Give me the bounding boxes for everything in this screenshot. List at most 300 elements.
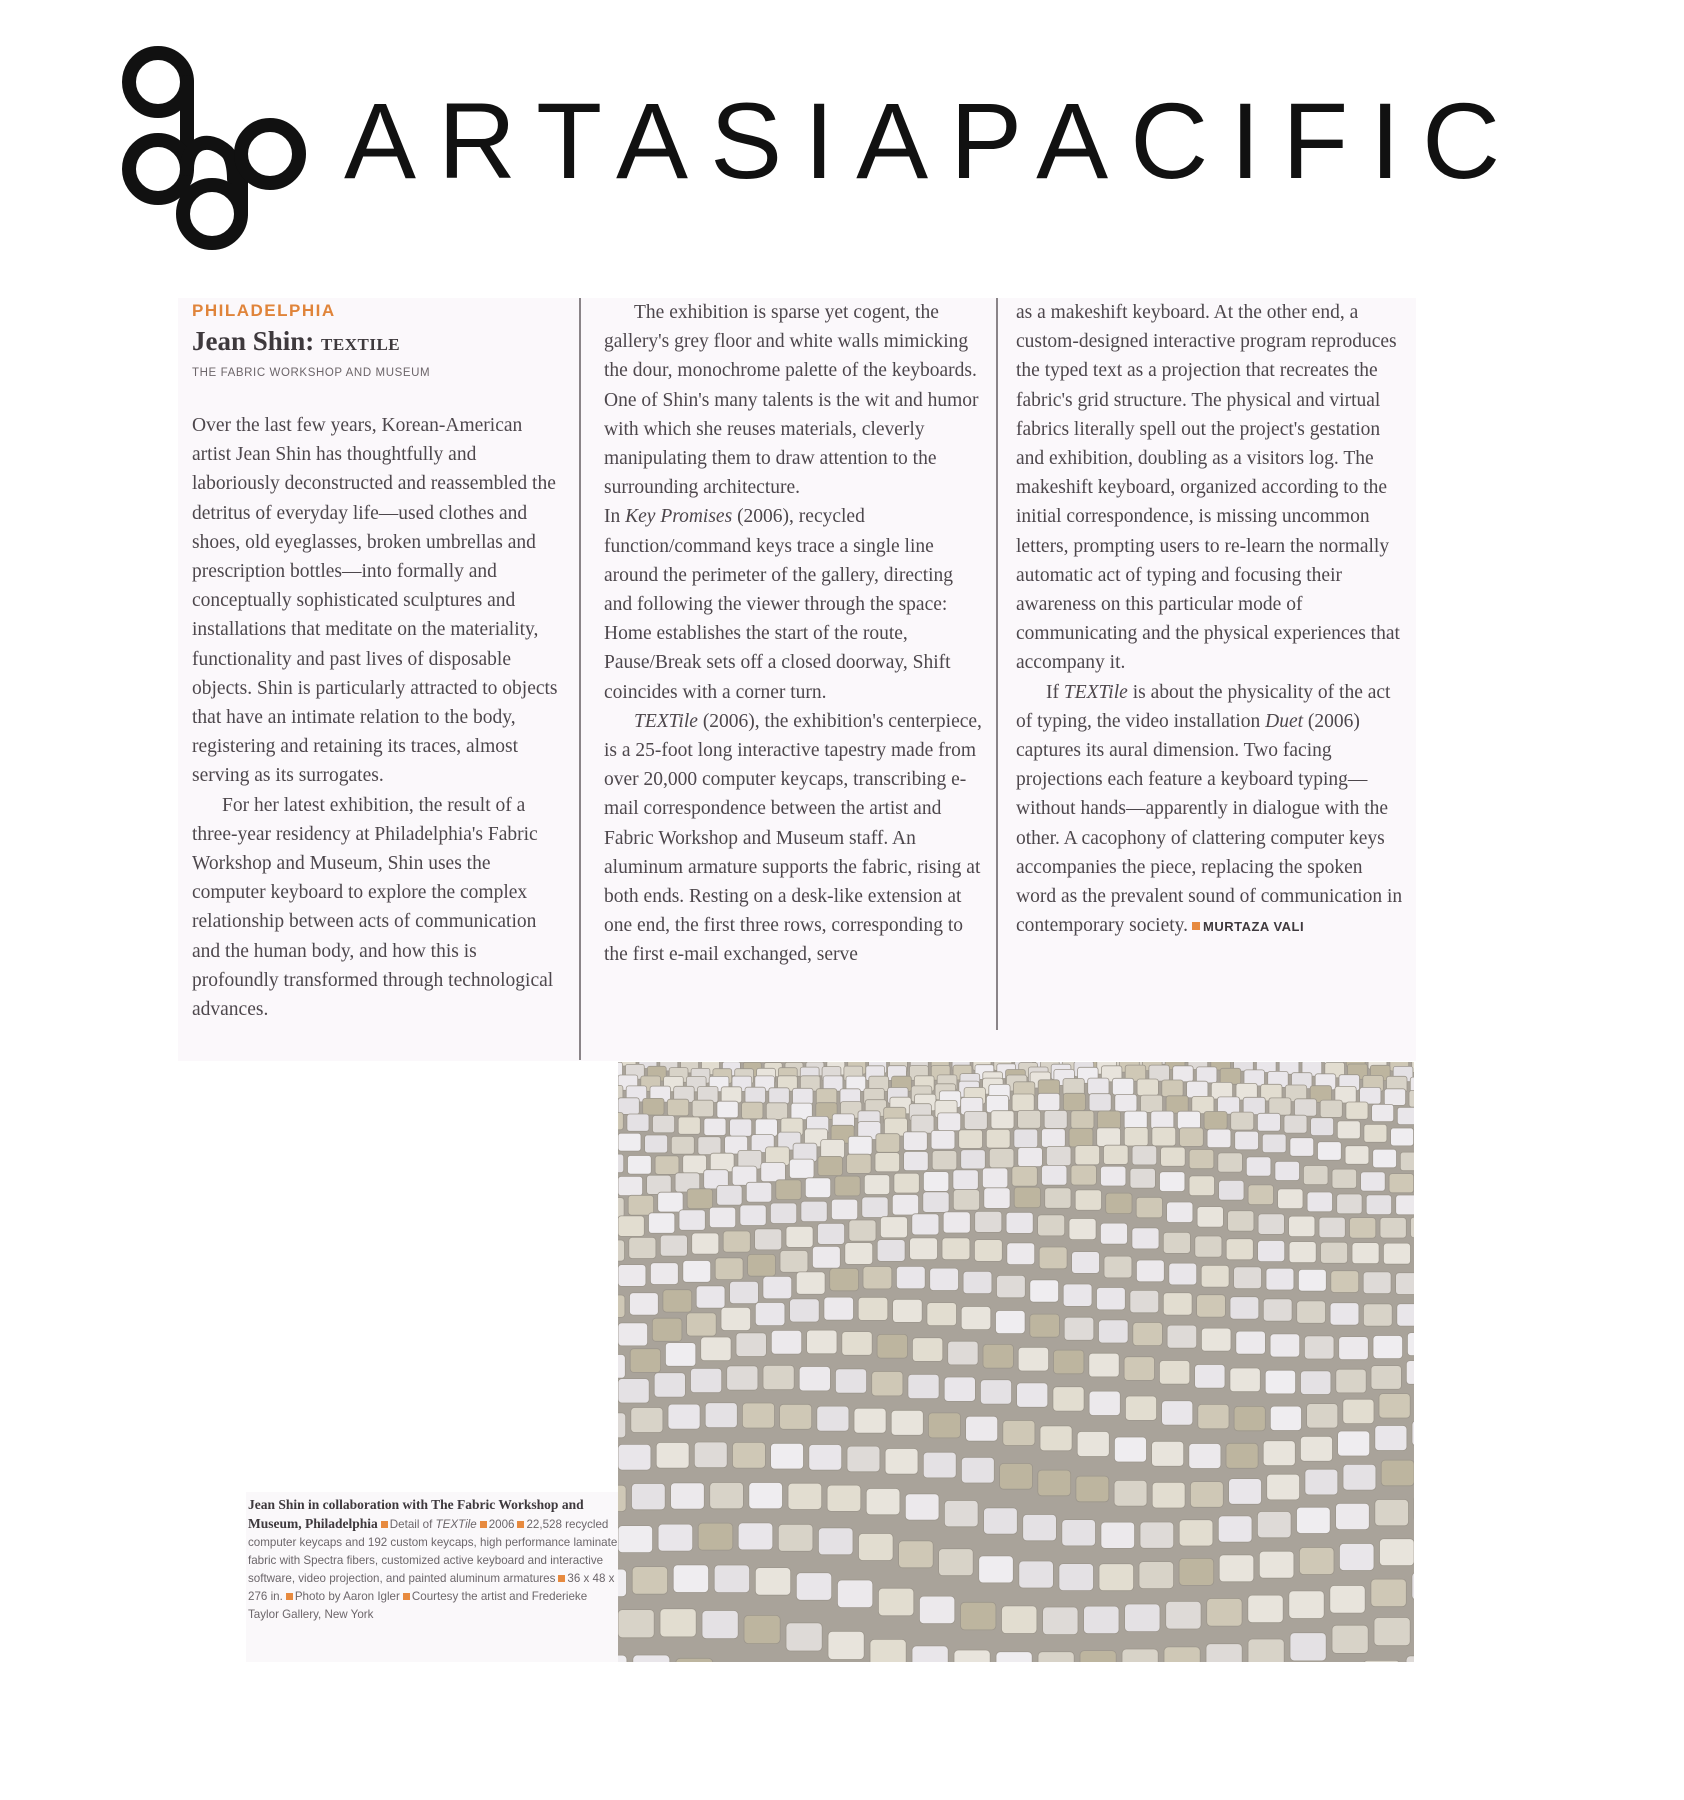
keycap	[733, 1442, 766, 1468]
aap-monogram-logo	[112, 44, 312, 254]
keycap	[932, 1151, 957, 1170]
body-text: is about the physicality of the act of typing, the video installation	[1016, 681, 1391, 732]
keycap	[1307, 1404, 1338, 1428]
keycap	[667, 1099, 688, 1116]
headline-work-title: TEXTILE	[321, 335, 401, 354]
keycap	[1363, 1272, 1391, 1294]
keycap	[837, 1580, 872, 1608]
keycap	[740, 1205, 766, 1226]
keycap	[1301, 1371, 1331, 1395]
keycap	[628, 1156, 652, 1175]
keycap	[618, 1098, 639, 1115]
keycap	[645, 1135, 668, 1153]
keycap	[1361, 1172, 1386, 1191]
keycap	[954, 1650, 990, 1662]
keycap	[848, 1136, 872, 1155]
keycap	[866, 1489, 900, 1515]
keycap	[778, 1524, 813, 1551]
keycap	[771, 1443, 804, 1469]
keycap	[980, 1380, 1011, 1404]
keycap	[818, 1156, 843, 1175]
keycap	[1115, 1094, 1137, 1111]
keycap	[817, 1406, 849, 1431]
keycap	[964, 1112, 987, 1130]
keycap	[1303, 1166, 1328, 1185]
keycap	[923, 1192, 949, 1213]
article-column-3	[1016, 298, 1406, 941]
keycap	[828, 1631, 864, 1659]
keycap	[845, 1243, 873, 1265]
keycap	[1018, 1110, 1041, 1128]
keycap	[1219, 1180, 1244, 1200]
caption-detail: Detail of	[389, 1518, 433, 1531]
body-paragraph: The exhibition is sparse yet cogent, the gallery's grey floor and white walls mimicking the dour, monochrome palette of the keyboards. One of Shin's many talents is the wit and humor with which she reuses materials, cleverly manipulating them to draw attention to the surrounding architecture.	[604, 302, 979, 499]
keycap	[1218, 1153, 1243, 1172]
keycap	[704, 1118, 726, 1135]
keycap	[771, 1330, 801, 1354]
keycap	[1195, 1236, 1222, 1257]
keycap	[1363, 1660, 1400, 1662]
keycap	[1012, 1094, 1034, 1111]
keycap	[1352, 1243, 1379, 1264]
keycap	[821, 1140, 845, 1159]
keycap	[766, 1103, 787, 1120]
keycap	[863, 1267, 892, 1289]
keycap	[1161, 1147, 1186, 1166]
keycap	[1040, 1426, 1072, 1451]
keycap	[1219, 1555, 1254, 1582]
keycap	[1307, 1192, 1332, 1212]
keycap	[991, 1111, 1014, 1129]
work-title: TEXTile	[1063, 681, 1128, 703]
keycap	[1257, 1113, 1280, 1131]
keycap	[959, 1130, 983, 1149]
body-paragraph: Over the last few years, Korean-American artist Jean Shin has thoughtfully and laboriously deconstructed and reassembled the detritus of everyday life—used clothes and shoes, old eyeglasses, broken umbrellas and prescription bottles—into formally and conceptually sophisticated sculptures and installations that meditate on the materiality, functionality and past lives of disposable objects. Shin is particularly attracted to objects that have an intimate relation to the body, registering and retaining its traces, almost serving as its surrogates.	[192, 415, 558, 787]
keycap	[1374, 1618, 1410, 1646]
keycap	[736, 1333, 766, 1357]
keycap	[1407, 1333, 1414, 1356]
keycap	[1152, 1127, 1176, 1146]
caption-year: 2006	[488, 1518, 515, 1531]
keycap	[1179, 1558, 1214, 1585]
keycap	[1266, 1268, 1294, 1290]
keycap	[1269, 1098, 1291, 1115]
keycap	[668, 1404, 700, 1429]
keycap	[847, 1154, 872, 1173]
keycap	[1130, 1290, 1159, 1312]
keycap	[893, 1299, 923, 1322]
keycap	[721, 1307, 751, 1330]
keycap	[1380, 1218, 1406, 1239]
keycap	[928, 1413, 960, 1438]
keycap	[862, 1197, 888, 1218]
keycap	[818, 1223, 845, 1244]
keycap	[763, 1365, 794, 1389]
keycap	[974, 1240, 1002, 1262]
keycap	[1141, 1095, 1163, 1112]
keycap	[1132, 1228, 1159, 1249]
keycap	[1163, 1232, 1190, 1253]
body-paragraph: as a makeshift keyboard. At the other end, a custom-designed interactive program reproduces the typed text as a projection that recreates the fabric's grid structure. The physical and virtual fabrics literally spell out the project's gestation and exhibition, doubling as a visitors log. The makeshift keyboard, organized according to the initial correspondence, is missing uncommon letters, prompting users to re-learn the normally automatic act of typing and focusing their awareness on this particular mode of communicating and the physical experiences that accompany it.	[1016, 302, 1400, 674]
keycap	[1406, 1656, 1414, 1662]
keycap	[630, 1349, 660, 1373]
keycap	[876, 1134, 900, 1153]
keycap	[1114, 1480, 1147, 1506]
keycap	[809, 1445, 842, 1471]
keycap	[1262, 1134, 1286, 1153]
keycap	[835, 1176, 860, 1196]
keycap	[939, 1549, 974, 1576]
keycap	[1112, 1078, 1133, 1095]
keycap	[1044, 1111, 1067, 1129]
keycap	[938, 1113, 961, 1131]
keycap	[984, 1188, 1010, 1209]
keycap	[1278, 1189, 1303, 1209]
keycap	[1106, 1193, 1132, 1214]
keycap	[1104, 1256, 1132, 1278]
article-headline	[192, 325, 562, 361]
keycap	[1289, 1242, 1316, 1263]
keycap	[730, 1281, 759, 1303]
keycap	[911, 1115, 934, 1133]
photo-caption	[246, 1492, 618, 1662]
bullet-icon	[403, 1593, 410, 1600]
keycap	[755, 1229, 782, 1250]
keycap	[687, 1189, 712, 1209]
keycap	[910, 1238, 938, 1260]
keycap	[989, 1149, 1014, 1168]
keycap	[1196, 1067, 1217, 1083]
article-venue: THE FABRIC WORKSHOP AND MUSEUM	[192, 367, 431, 379]
keycap	[1343, 1399, 1374, 1423]
keycap	[1231, 1112, 1254, 1130]
keycap	[1207, 1129, 1231, 1148]
keycap	[899, 1541, 934, 1568]
keycap	[908, 1374, 939, 1398]
keycap	[1038, 1470, 1071, 1496]
keycap	[1136, 1260, 1164, 1282]
keycap	[842, 1332, 872, 1356]
article-byline: MURTAZA VALI	[1203, 919, 1305, 935]
keycap-tapestry-photo	[618, 1062, 1414, 1662]
keycap	[1406, 1361, 1414, 1385]
keycap	[1371, 1366, 1401, 1390]
bullet-icon	[381, 1521, 388, 1528]
keycap	[827, 1485, 861, 1511]
keycap	[1166, 1601, 1201, 1629]
keycap	[671, 1483, 705, 1509]
keycap	[1187, 1081, 1208, 1098]
keycap	[1412, 1421, 1414, 1446]
keycap	[653, 1116, 675, 1133]
keycap	[963, 1271, 992, 1293]
keycap	[818, 1528, 853, 1555]
keycap	[780, 1404, 812, 1429]
column-rule	[996, 298, 998, 1030]
keycap	[1305, 1469, 1338, 1495]
keycap	[1297, 1301, 1326, 1323]
body-paragraph: For her latest exhibition, the result of a three-year residency at Philadelphia's Fabric Workshop and Museum, Shin uses the computer keyboard to explore the complex relationship between acts of communication and the human body, and how this is profoundly transformed through technological advances.	[192, 794, 554, 1021]
keycap	[1360, 1087, 1381, 1104]
keycap	[715, 1258, 743, 1280]
keycap	[1297, 1507, 1331, 1533]
keycap	[1059, 1564, 1094, 1591]
keycap	[618, 1240, 625, 1261]
keycap	[1337, 1121, 1360, 1139]
keycap	[1400, 1152, 1414, 1171]
keycap	[1179, 1520, 1213, 1546]
keycap	[618, 1655, 627, 1662]
keycap	[1071, 1111, 1094, 1129]
keycap	[628, 1195, 653, 1215]
keycap	[1197, 1295, 1226, 1317]
keycap	[877, 1240, 905, 1262]
keycap	[618, 1176, 643, 1195]
keycap	[1345, 1146, 1369, 1165]
keycap	[875, 1153, 900, 1172]
keycap	[1258, 1214, 1284, 1235]
keycap	[1101, 1522, 1135, 1548]
keycap	[983, 1344, 1013, 1368]
body-text: (2006), recycled function/command keys trace a single line around the perimeter of the gallery, directing and following the viewer through the space: Home establishes the start of the route, Pause/Break sets off a closed doorway, Shift coincides with a corner turn.	[604, 506, 954, 703]
keycap	[618, 1154, 624, 1173]
keycap	[1373, 1336, 1403, 1359]
keycap	[807, 1330, 837, 1354]
keycap	[1133, 1323, 1163, 1346]
keycap	[1038, 1215, 1065, 1236]
keycap	[1160, 1172, 1185, 1192]
keycap	[982, 1168, 1007, 1188]
keycap	[694, 1442, 727, 1468]
keycap	[692, 1100, 713, 1117]
body-text: In	[604, 506, 626, 528]
keycap	[931, 1131, 955, 1150]
bullet-icon	[558, 1575, 565, 1582]
body-text: If	[1046, 681, 1064, 703]
keycap	[996, 1652, 1032, 1662]
caption-credit: Jean Shin in collaboration with The Fabric Workshop and Museum, Philadelphia	[248, 1497, 584, 1531]
article-column-2	[604, 298, 984, 970]
keycap	[1204, 1112, 1227, 1130]
keycap	[1089, 1094, 1111, 1111]
keycap	[1088, 1078, 1109, 1095]
keycap	[746, 1182, 771, 1202]
keycap	[912, 1338, 942, 1362]
body-text: (2006), the exhibition's centerpiece, is a 25-foot long interactive tapestry made from over 20,000 computer keycaps, transcribing e-mail correspondence between the artist and Fabric Workshop and Museum staff. An aluminum armature supports the fabric, rising at both ends. Resting on a desk-like extension at one end, the first three rows, corresponding to the first e-mail exchanged, serve	[604, 710, 982, 966]
keycap	[618, 1444, 651, 1470]
keycap	[1099, 1320, 1129, 1343]
keycap	[789, 1159, 814, 1178]
keycap	[742, 1102, 763, 1119]
keycap	[796, 1573, 831, 1601]
keycap	[786, 1623, 822, 1651]
keycap	[630, 1293, 659, 1315]
keycap	[953, 1170, 978, 1190]
keycap	[1299, 1548, 1334, 1575]
caption-photo-credit: Photo by Aaron Igler	[294, 1590, 400, 1603]
keycap	[799, 1367, 830, 1391]
keycap	[1124, 1111, 1147, 1129]
keycap	[1373, 1149, 1397, 1168]
keycap	[1064, 1317, 1094, 1340]
keycap	[748, 1254, 776, 1276]
keycap	[1124, 1357, 1154, 1381]
keycap	[763, 1276, 792, 1298]
keycap	[727, 1366, 758, 1390]
keycap	[1132, 1146, 1157, 1165]
keycap	[1166, 1096, 1188, 1113]
keycap	[652, 1318, 682, 1341]
keycap	[1332, 1625, 1368, 1653]
keycap	[1030, 1280, 1059, 1302]
keycap	[1300, 1436, 1332, 1461]
masthead-wordmark: ARTASIAPACIFIC	[344, 80, 1523, 201]
keycap	[1152, 1441, 1184, 1466]
keycap	[1164, 1647, 1200, 1662]
keycap	[702, 1611, 738, 1639]
keycap	[618, 1526, 653, 1553]
keycap	[1220, 1068, 1241, 1084]
keycap	[1379, 1394, 1410, 1418]
keycap	[904, 1132, 928, 1151]
keycap	[769, 1088, 790, 1104]
keycap	[755, 1303, 785, 1326]
keycap	[996, 1311, 1026, 1334]
keycap	[1304, 1336, 1334, 1359]
keycap	[749, 1483, 783, 1509]
keycap	[618, 1485, 626, 1511]
keycap	[1290, 1633, 1326, 1661]
keycap	[1397, 1304, 1414, 1326]
keycap	[780, 1251, 808, 1273]
keycap	[1409, 1091, 1414, 1108]
keycap	[790, 1299, 820, 1322]
keycap	[904, 1152, 929, 1171]
body-paragraph	[1016, 678, 1406, 942]
keycap	[1189, 1150, 1214, 1169]
keycap	[1169, 1263, 1197, 1285]
keycap	[683, 1155, 707, 1174]
work-title: TEXTile	[634, 710, 698, 732]
keycap	[627, 1114, 649, 1131]
keycap	[647, 1175, 672, 1194]
keycap	[927, 1303, 957, 1326]
headline-artist: Jean Shin:	[192, 326, 322, 356]
keycap	[1397, 1107, 1414, 1124]
keycap	[1163, 1293, 1192, 1315]
keycap	[1042, 1165, 1067, 1185]
keycap	[824, 1297, 854, 1320]
keycap	[745, 1087, 766, 1103]
keycap	[1077, 1432, 1109, 1457]
keycap	[1195, 1365, 1225, 1389]
keycap	[896, 1266, 925, 1288]
keycap	[742, 1403, 774, 1428]
keycap	[1346, 1102, 1368, 1119]
keycap	[618, 1569, 627, 1597]
keycap	[643, 1098, 664, 1115]
keycap	[1043, 1607, 1078, 1635]
keycap	[1023, 1515, 1057, 1541]
article-kicker: PHILADELPHIA	[192, 301, 336, 320]
keycap	[786, 1226, 813, 1247]
keycap	[1063, 1284, 1092, 1306]
keycap	[1075, 1190, 1101, 1211]
article-column-1	[192, 298, 562, 1024]
keycap	[872, 1372, 903, 1396]
keycap	[966, 1416, 998, 1441]
keycap	[858, 1297, 888, 1320]
keycap	[1226, 1239, 1253, 1260]
keycap	[859, 1534, 894, 1561]
keycap	[1080, 1651, 1116, 1662]
keycap	[692, 1233, 719, 1254]
keycap	[1054, 1350, 1084, 1374]
keycap	[1038, 1093, 1060, 1110]
keycap	[1069, 1219, 1096, 1240]
body-paragraph	[604, 707, 984, 970]
keycap	[1350, 1218, 1376, 1239]
keycap	[953, 1190, 979, 1211]
keycap	[975, 1211, 1002, 1232]
keycap	[1263, 1299, 1292, 1321]
keycap	[1019, 1561, 1054, 1588]
keycap	[831, 1199, 857, 1220]
keycap	[1364, 1124, 1387, 1142]
keycap	[676, 1658, 713, 1662]
keycap	[1014, 1129, 1038, 1148]
keycap	[961, 1150, 986, 1169]
keycap	[1122, 1649, 1158, 1662]
keycap	[1258, 1241, 1285, 1262]
keycap	[679, 1210, 705, 1231]
keycap	[1396, 1195, 1414, 1215]
keycap	[665, 1343, 695, 1367]
keycap	[663, 1290, 692, 1312]
keycap	[1100, 1223, 1127, 1244]
keycap	[1336, 1503, 1370, 1529]
keycap	[1046, 1146, 1071, 1165]
keycap	[1330, 1586, 1365, 1614]
keycap	[710, 1483, 744, 1509]
keycap	[1248, 1595, 1283, 1623]
keycap	[1189, 1176, 1214, 1196]
keycap	[1226, 1443, 1258, 1468]
masthead	[112, 44, 1572, 254]
keycap	[631, 1408, 663, 1433]
keycap	[1230, 1368, 1260, 1392]
keycap	[761, 1163, 786, 1182]
keycap	[701, 1337, 731, 1361]
keycap	[1228, 1211, 1254, 1232]
keycap	[849, 1220, 876, 1241]
keycap	[961, 1307, 991, 1330]
keycap	[1039, 1247, 1067, 1269]
keycap-grid	[618, 1062, 1414, 1662]
keycap	[1130, 1168, 1155, 1188]
body-paragraph	[604, 502, 984, 706]
bullet-icon	[480, 1521, 487, 1528]
keycap	[944, 1501, 978, 1527]
keycap	[618, 1379, 649, 1403]
keycap	[658, 1524, 693, 1551]
keycap	[650, 1263, 678, 1285]
keycap	[942, 1238, 970, 1260]
keycap	[1159, 1361, 1189, 1385]
keycap	[1189, 1444, 1221, 1469]
keycap	[878, 1588, 913, 1616]
keycap	[961, 1602, 996, 1630]
